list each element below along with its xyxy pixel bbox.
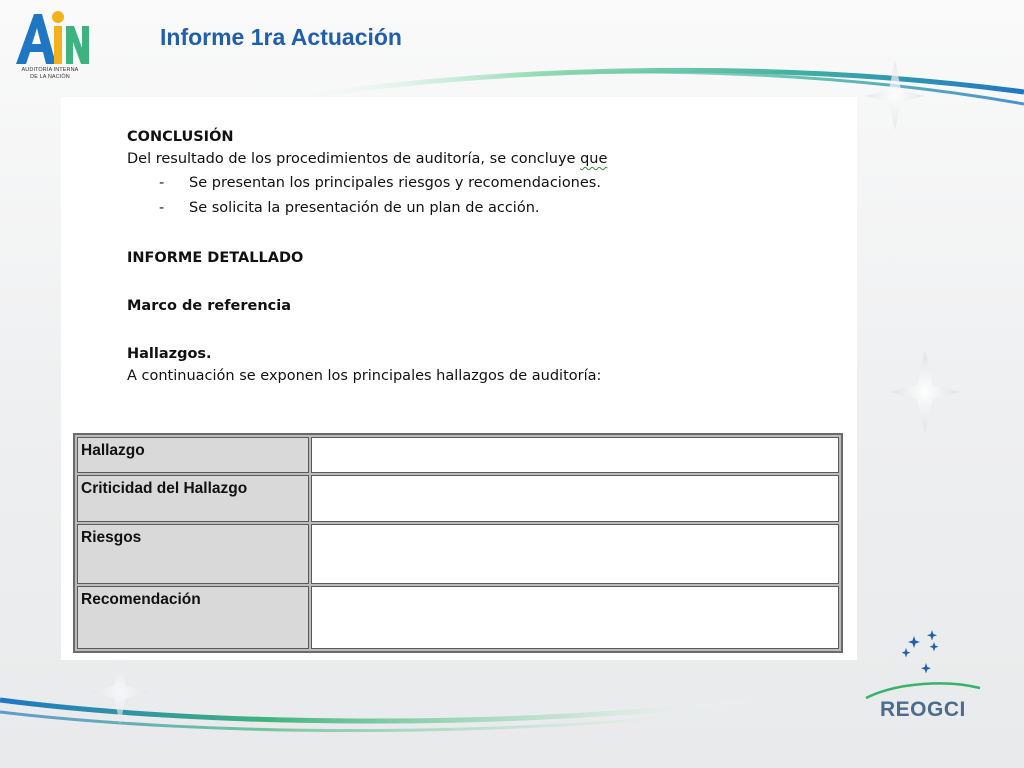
row-value-recommendation[interactable]	[311, 586, 839, 649]
findings-table	[73, 433, 843, 653]
framework-heading: Marco de referencia	[127, 298, 292, 314]
row-label-finding: Hallazgo	[77, 437, 309, 473]
list-item	[127, 171, 827, 196]
slide-title: Informe 1ra Actuación	[160, 24, 402, 50]
document-content	[127, 127, 827, 388]
row-value-criticality[interactable]	[311, 475, 839, 522]
findings-intro: A continuación se exponen los principales hallazgos de auditoría:	[127, 368, 602, 384]
list-item	[127, 196, 827, 221]
spellcheck-marked-word: que	[580, 151, 608, 167]
bullet-text: Se presentan los principales riesgos y recomendaciones.	[189, 175, 601, 191]
logo-caption	[8, 67, 92, 81]
findings-heading: Hallazgos.	[127, 346, 212, 362]
reogci-logo	[858, 628, 988, 728]
conclusion-text	[127, 147, 827, 171]
bullet-text: Se solicita la presentación de un plan de acción.	[189, 200, 540, 216]
bullet-marker: -	[159, 200, 165, 216]
ain-logo-icon	[10, 6, 90, 66]
document-page	[61, 97, 857, 660]
conclusion-text-prefix: Del resultado de los procedimientos de auditoría, se concluye	[127, 151, 581, 167]
reogci-arc-icon	[858, 674, 988, 700]
reogci-logo-text: REOGCI	[880, 698, 966, 721]
ain-logo	[8, 6, 92, 82]
bullet-marker: -	[159, 175, 165, 191]
stars-icon	[898, 628, 948, 678]
row-value-finding[interactable]	[311, 437, 839, 473]
logo-caption-line1: AUDITORÍA INTERNA	[21, 67, 79, 73]
row-value-risks[interactable]	[311, 524, 839, 584]
detailed-report-heading: INFORME DETALLADO	[127, 250, 304, 266]
row-label-risks: Riesgos	[77, 524, 309, 584]
table-row	[77, 586, 839, 649]
table-row	[77, 437, 839, 473]
table-row	[77, 475, 839, 522]
logo-caption-line2: DE LA NACIÓN	[30, 74, 70, 80]
conclusion-bullets	[127, 171, 827, 221]
row-label-recommendation: Recomendación	[77, 586, 309, 649]
row-label-criticality: Criticidad del Hallazgo	[77, 475, 309, 522]
table-row	[77, 524, 839, 584]
conclusion-heading: CONCLUSIÓN	[127, 129, 234, 145]
